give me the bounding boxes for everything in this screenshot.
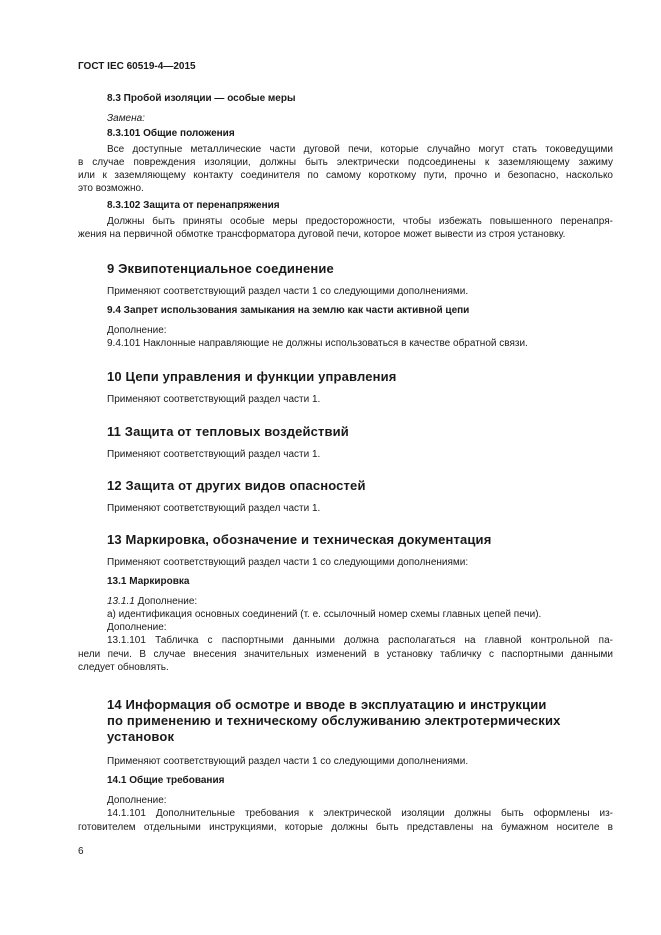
section-8-3-101-heading: 8.3.101 Общие положения	[107, 128, 235, 139]
paragraph-line: следует обновлять.	[78, 662, 169, 673]
section-12-apply-text: Применяют соответствующий раздел части 1.	[107, 503, 321, 514]
section-9-apply-text: Применяют соответствующий раздел части 1 со следующими дополнениями.	[107, 286, 469, 297]
section-9-4-101-text: 9.4.101 Наклонные направляющие не должны использоваться в качестве обратной связи.	[107, 338, 528, 349]
addition-label: Дополнение:	[107, 622, 167, 633]
addition-label: Дополнение:	[107, 795, 167, 806]
paragraph-line: или к заземляющему контакту соединителя по самому короткому пути, прочно и безопасно, насколько	[78, 170, 613, 181]
section-14-heading-line: установок	[107, 729, 175, 744]
section-13-heading: 13 Маркировка, обозначение и техническая документация	[107, 532, 492, 547]
section-12-heading: 12 Защита от других видов опасностей	[107, 478, 366, 493]
paragraph-line: готовителем отдельными инструкциями, которые должны быть представлены на бумажном носителе в	[78, 822, 613, 833]
section-14-heading-line: 14 Информация об осмотре и вводе в эксплуатацию и инструкции	[107, 697, 547, 712]
section-9-4-heading: 9.4 Запрет использования замыкания на землю как части активной цепи	[107, 305, 470, 316]
paragraph-line: 13.1.101 Табличка с паспортными данными должна располагаться на главной контрольной па-	[107, 635, 613, 646]
section-9-heading: 9 Эквипотенциальное соединение	[107, 261, 334, 276]
section-8-3-102-heading: 8.3.102 Защита от перенапряжения	[107, 200, 280, 211]
section-14-apply-text: Применяют соответствующий раздел части 1 со следующими дополнениями.	[107, 756, 469, 767]
replacement-label: Замена:	[107, 113, 145, 124]
section-11-heading: 11 Защита от тепловых воздействий	[107, 424, 349, 439]
addition-label: Дополнение:	[107, 325, 167, 336]
paragraph-line: в случае повреждения изоляции, должны быть электрически подсоединены к заземляющему зажиму	[78, 157, 613, 168]
section-13-1-1-label: Дополнение:	[134, 596, 198, 607]
paragraph-line: жения на первичной обмотке трансформатора дуговой печи, которое может вывести из строя установку.	[78, 229, 566, 240]
section-13-apply-text: Применяют соответствующий раздел части 1 со следующими дополнениями:	[107, 557, 469, 568]
section-13-1-1-line	[107, 596, 197, 608]
page-number: 6	[78, 846, 84, 857]
paragraph-line: это возможно.	[78, 183, 144, 194]
section-13-1-1-number: 13.1.1	[107, 596, 135, 607]
paragraph-line: 14.1.101 Дополнительные требования к электрической изоляции должны быть оформлены из-	[107, 808, 613, 819]
section-10-heading: 10 Цепи управления и функции управления	[107, 369, 397, 384]
section-13-1-heading: 13.1 Маркировка	[107, 576, 190, 587]
section-14-1-heading: 14.1 Общие требования	[107, 775, 225, 786]
paragraph-line: Все доступные металлические части дуговой печи, которые случайно могут стать токоведущими	[107, 144, 613, 155]
paragraph-line: Должны быть приняты особые меры предосторожности, чтобы избежать повышенного перенапря-	[107, 216, 613, 227]
section-8-3-heading: 8.3 Пробой изоляции — особые меры	[107, 93, 296, 104]
document-code: ГОСТ IEC 60519-4—2015	[78, 61, 196, 72]
list-item-a: а) идентификация основных соединений (т. е. ссылочный номер схемы главных цепей печи).	[107, 609, 542, 620]
section-10-apply-text: Применяют соответствующий раздел части 1.	[107, 394, 321, 405]
paragraph-line: нели печи. В случае внесения значительных изменений в установку табличку с паспортными данными	[78, 649, 613, 660]
section-14-heading-line: по применению и техническому обслуживанию электротермических	[107, 713, 561, 728]
section-11-apply-text: Применяют соответствующий раздел части 1.	[107, 449, 321, 460]
